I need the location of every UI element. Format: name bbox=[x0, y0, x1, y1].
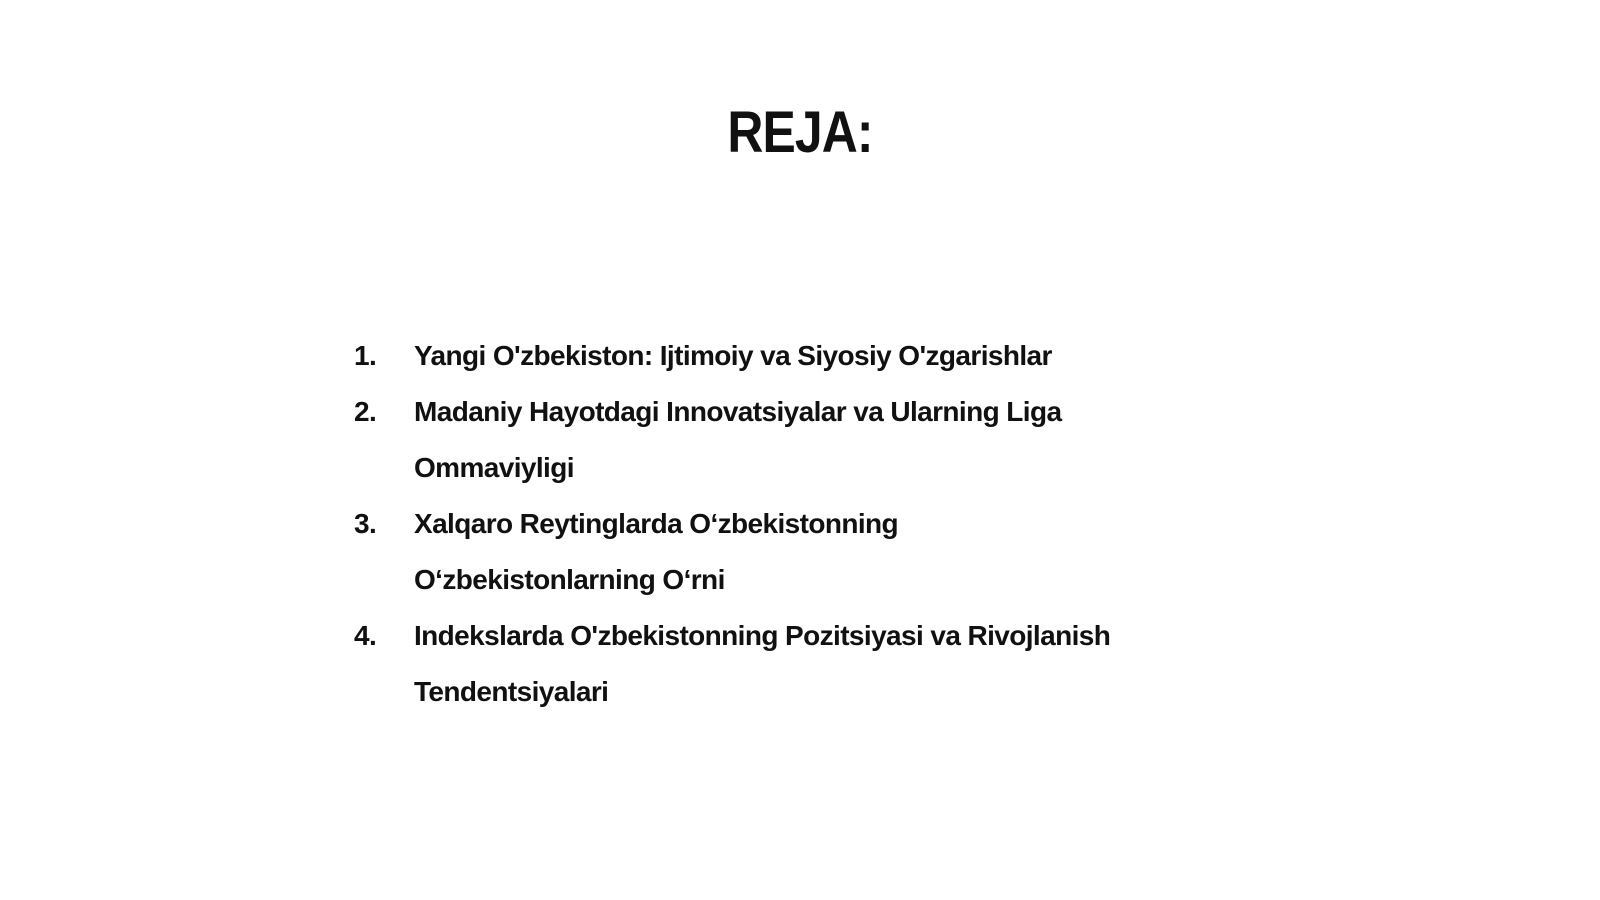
plan-list bbox=[354, 328, 1214, 720]
plan-item-4 bbox=[354, 608, 1214, 720]
slide-title: REJA: bbox=[727, 100, 873, 165]
plan-item-2 bbox=[354, 384, 1214, 496]
plan-item-1 bbox=[354, 328, 1214, 384]
plan-item-number: 1. bbox=[354, 340, 377, 371]
plan-item-number: 2. bbox=[354, 396, 377, 427]
plan-item-number: 4. bbox=[354, 620, 377, 651]
plan-item-text: Madaniy Hayotdagi Innovatsiyalar va Ularning Liga Ommaviyligi bbox=[414, 396, 1062, 483]
plan-item-text: Yangi O'zbekiston: Ijtimoiy va Siyosiy O'zgarishlar bbox=[414, 340, 1052, 371]
plan-item-number: 3. bbox=[354, 508, 377, 539]
plan-item-text: Xalqaro Reytinglarda O‘zbekistonning O‘zbekistonlarning O‘rni bbox=[414, 508, 899, 595]
plan-item-3 bbox=[354, 496, 1214, 608]
plan-item-text: Indekslarda O'zbekistonning Pozitsiyasi va Rivojlanish Tendentsiyalari bbox=[414, 620, 1111, 707]
